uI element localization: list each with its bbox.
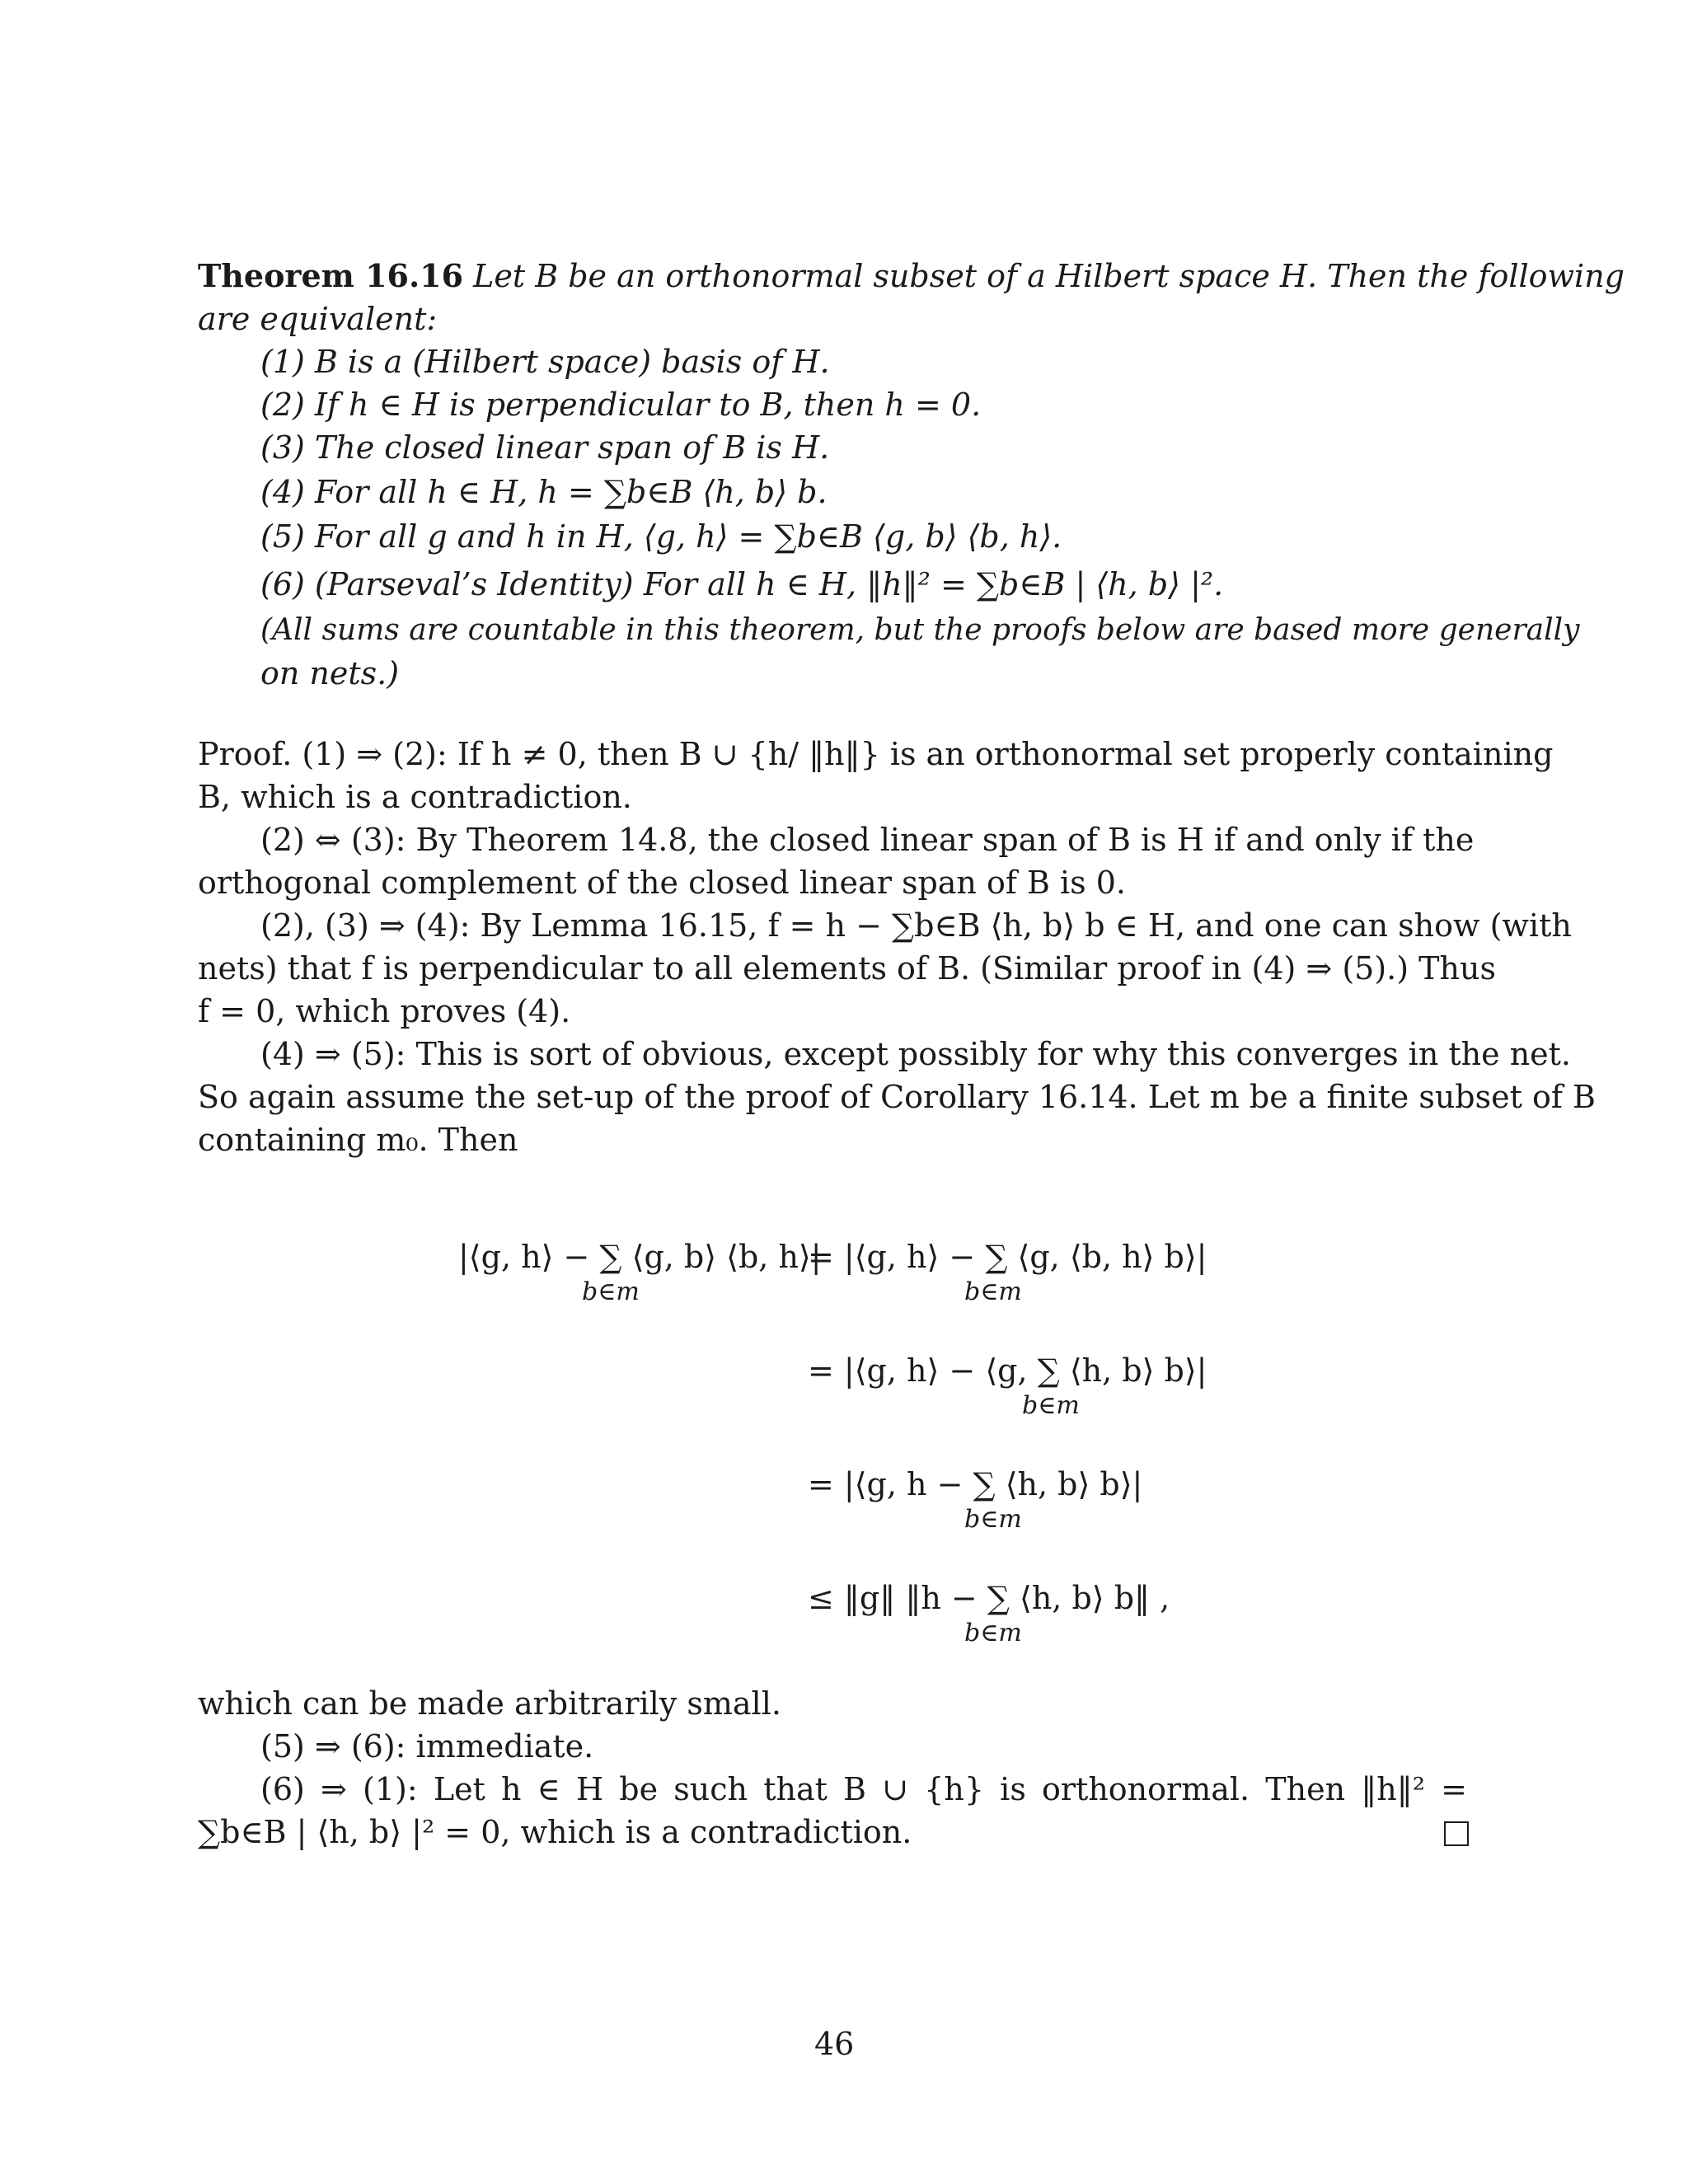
after-line-2: (5) ⇒ (6): immediate.	[260, 1728, 594, 1765]
after-line-4: ∑b∈B | ⟨h, b⟩ |² = 0, which is a contradiction.	[198, 1814, 912, 1850]
equation-row-4: ≤ ‖g‖ ‖h − ∑ ⟨h, b⟩ b‖ ,	[808, 1580, 1170, 1616]
theorem-label: Theorem 16.16	[198, 257, 464, 294]
proof-line-4: orthogonal complement of the closed linear span of B is 0.	[198, 865, 1126, 901]
equation-row-3: = |⟨g, h − ∑ ⟨h, b⟩ b⟩|	[808, 1466, 1143, 1502]
theorem-item-3: (3) The closed linear span of B is H.	[260, 429, 830, 466]
theorem-note-1: (All sums are countable in this theorem, but the proofs below are based more generally	[260, 613, 1580, 647]
proof-line-8: (4) ⇒ (5): This is sort of obvious, except possibly for why this converges in the net.	[260, 1036, 1572, 1072]
proof-line-1: Proof. (1) ⇒ (2): If h ≠ 0, then B ∪ {h/ ‖h‖} is an orthonormal set properly containing	[198, 736, 1554, 772]
theorem-item-6: (6) (Parseval’s Identity) For all h ∈ H, ‖h‖² = ∑b∈B | ⟨h, b⟩ |².	[260, 566, 1224, 602]
theorem-item-2: (2) If h ∈ H is perpendicular to B, then h = 0.	[260, 387, 982, 423]
theorem-item-4: (4) For all h ∈ H, h = ∑b∈B ⟨h, b⟩ b.	[260, 474, 828, 510]
qed-square	[1444, 1821, 1469, 1846]
after-line-3: (6) ⇒ (1): Let h ∈ H be such that B ∪ {h} is orthonormal. Then ‖h‖² =	[260, 1771, 1467, 1807]
theorem-line-1	[198, 255, 1625, 297]
equation-row-3-index: b∈m	[964, 1505, 1022, 1534]
equation-row-1-index: b∈m	[964, 1277, 1022, 1306]
equation-lhs-index: b∈m	[582, 1277, 640, 1306]
equation-row-2-index: b∈m	[1022, 1391, 1080, 1420]
proof-line-9: So again assume the set-up of the proof of Corollary 16.14. Let m be a finite subset of B	[198, 1079, 1596, 1115]
after-line-1: which can be made arbitrarily small.	[198, 1685, 781, 1722]
page-number: 46	[814, 2026, 855, 2062]
theorem-item-1: (1) B is a (Hilbert space) basis of H.	[260, 344, 830, 380]
proof-line-2: B, which is a contradiction.	[198, 779, 632, 815]
equation-row-1: = |⟨g, h⟩ − ∑ ⟨g, ⟨b, h⟩ b⟩|	[808, 1239, 1207, 1275]
theorem-line-2	[198, 298, 437, 340]
equation-row-2: = |⟨g, h⟩ − ⟨g, ∑ ⟨h, b⟩ b⟩|	[808, 1352, 1207, 1389]
proof-line-10: containing m₀. Then	[198, 1122, 518, 1158]
equation-row-4-index: b∈m	[964, 1619, 1022, 1647]
proof-line-3: (2) ⇔ (3): By Theorem 14.8, the closed linear span of B is H if and only if the	[260, 822, 1475, 858]
theorem-statement-2: are equivalent:	[198, 301, 438, 337]
theorem-note-2: on nets.)	[260, 655, 400, 691]
proof-line-7: f = 0, which proves (4).	[198, 993, 571, 1029]
proof-line-5: (2), (3) ⇒ (4): By Lemma 16.15, f = h − ∑b∈B ⟨h, b⟩ b ∈ H, and one can show (with	[260, 907, 1572, 944]
theorem-item-5: (5) For all g and h in H, ⟨g, h⟩ = ∑b∈B ⟨g, b⟩ ⟨b, h⟩.	[260, 518, 1062, 555]
equation-lhs: |⟨g, h⟩ − ∑ ⟨g, b⟩ ⟨b, h⟩|	[458, 1239, 822, 1275]
proof-line-6: nets) that f is perpendicular to all elements of B. (Similar proof in (4) ⇒ (5).) Thus	[198, 950, 1496, 987]
theorem-statement-1: Let B be an orthonormal subset of a Hilbert space H. Then the following	[473, 258, 1625, 294]
